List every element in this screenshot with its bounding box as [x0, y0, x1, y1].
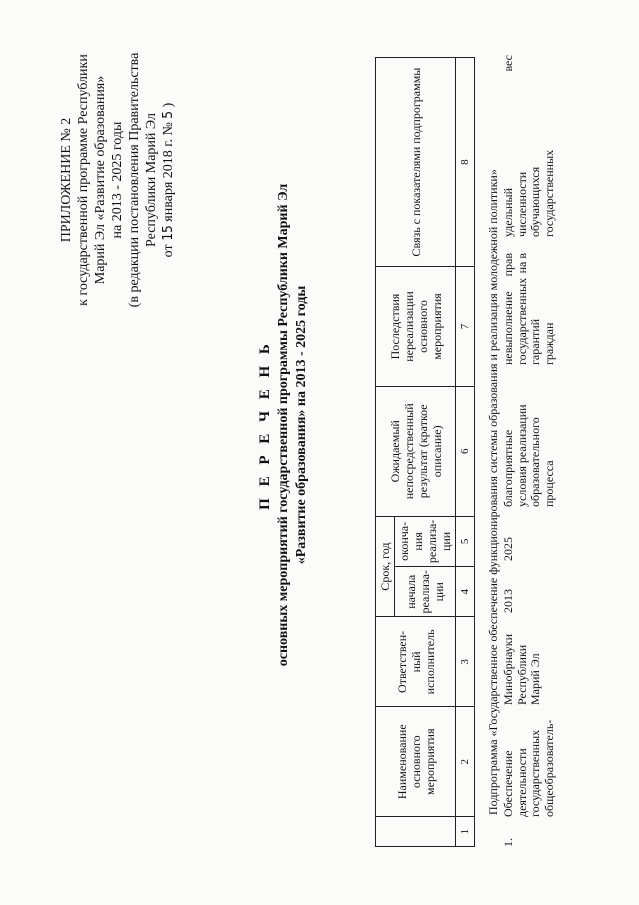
header-link: Связь с показателями подпрограммы	[376, 58, 456, 267]
appendix-block	[58, 45, 177, 315]
row1-number: 1.	[501, 838, 515, 847]
appendix-date-line	[160, 45, 177, 315]
col-number: 8	[456, 58, 475, 267]
header-start: начала реализа-ции	[395, 567, 456, 617]
row1-link-extra: вес	[501, 55, 515, 72]
row1-start: 2013	[501, 589, 515, 613]
document-heading	[255, 165, 311, 685]
appendix-line-3: Марий Эл «Развитие образования»	[93, 75, 108, 285]
col-number: 3	[456, 617, 475, 707]
subprogram-title: Подпрограмма «Государственное обеспечение функционирования системы образования и реализация молодежной политики»	[486, 169, 500, 815]
row1-result: благоприятные условия реализации образовательного процесса	[501, 404, 556, 507]
row1-consequences: невыполнение государственных гарантий граждан	[501, 277, 556, 365]
header-name: Наименование основного мероприятия	[376, 707, 456, 817]
header-result: Ожидаемый непосредственный результат (краткое описание)	[376, 386, 456, 516]
header-end: оконча-ния реализа-ции	[395, 516, 456, 566]
appendix-line-6: Республики Марий Эл	[144, 113, 159, 247]
header-responsible: Ответствен-ный исполнитель	[376, 617, 456, 707]
appendix-line-5: (в редакции постановления Правительства	[127, 52, 142, 308]
row1-link: удельный численности обучающихся государственных	[501, 149, 556, 237]
appendix-line-4: на 2013 - 2025 годы	[110, 121, 125, 239]
row1-end: 2025	[501, 537, 515, 561]
col-number: 6	[456, 386, 475, 516]
number-handwritten: 5	[161, 110, 176, 119]
row1-responsible: Минобрнауки Республики Марий Эл	[501, 633, 542, 705]
date-suffix: )	[161, 102, 176, 108]
heading-subtitle-1: основных мероприятий государственной программы Республики Марий Эл	[276, 183, 291, 667]
date-handwritten: 15	[161, 225, 176, 241]
date-middle: января 2018 г. №	[161, 122, 176, 222]
appendix-line-1: ПРИЛОЖЕНИЕ № 2	[59, 117, 74, 243]
column-numbers-row	[456, 58, 475, 847]
col-number: 1	[456, 817, 475, 847]
header-col-num	[376, 817, 456, 847]
heading-subtitle-2: «Развитие образования» на 2013 - 2025 годы	[294, 285, 309, 565]
heading-title: П Е Р Е Ч Е Н Ь	[257, 340, 273, 510]
col-number: 2	[456, 707, 475, 817]
col-number: 5	[456, 516, 475, 566]
col-number: 4	[456, 567, 475, 617]
header-consequences: Последствия нереализации основного мероприятия	[376, 267, 456, 387]
appendix-line-2: к государственной программе Республики	[76, 54, 91, 306]
col-number: 7	[456, 267, 475, 387]
activities-table	[375, 57, 475, 847]
row1-name: Обеспечение деятельности государственных общеобразователь-	[501, 719, 556, 817]
row1-consequences-extra: прав на в	[501, 253, 529, 277]
header-term: Срок, год	[376, 516, 395, 617]
date-prefix: от	[161, 244, 176, 258]
